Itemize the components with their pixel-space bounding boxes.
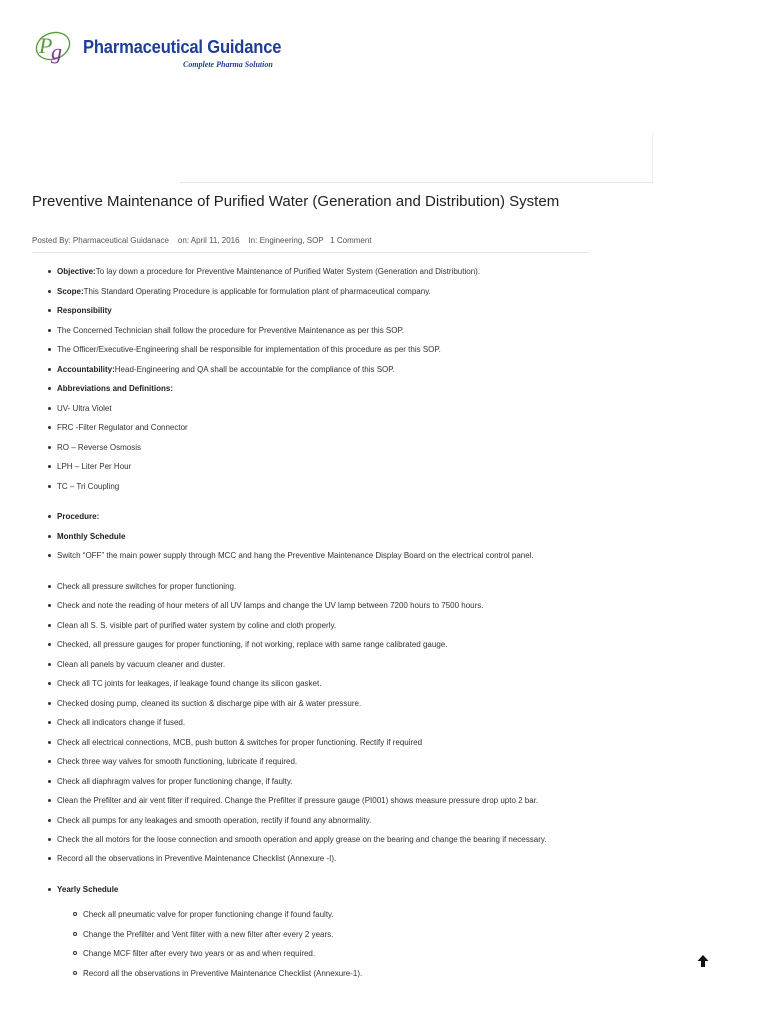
sub-list-item: Check all pneumatic valve for proper functioning change if found faulty. [33,905,590,925]
list-item: Check all indicators change if fused. [33,713,590,733]
sub-list-item: Change the Prefilter and Vent filter with a new filter after every 2 years. [33,925,590,945]
post-title: Preventive Maintenance of Purified Water (Generation and Distribution) System [32,193,560,210]
list-item: Check three way valves for smooth functioning, lubricate if required. [33,752,590,772]
list-item: Check and note the reading of hour meters of all UV lamps and change the UV lamp between 7200 hours to 7500 hours. [33,596,590,616]
monthly-label: Monthly Schedule [57,531,126,541]
list-item: TC – Tri Coupling [33,477,590,497]
meta-divider [32,252,590,253]
list-item [33,360,590,380]
scope-text: This Standard Operating Procedure is applicable for formulation plant of pharmaceutical company. [83,286,431,296]
list-item: FRC -Filter Regulator and Connector [33,418,590,438]
list-item: Check all pressure switches for proper functioning. [33,577,590,597]
logo-monogram-g: g [51,39,62,64]
list-item: The Officer/Executive-Engineering shall be responsible for implementation of this procedure as per this SOP. [33,340,590,360]
list-item [33,262,590,282]
list-item [33,301,590,321]
pg-monogram-icon [33,26,79,72]
post-date: April 11, 2016 [190,236,240,245]
accountability-label: Accountability: [57,364,115,374]
post-content [33,262,590,983]
author-label: Posted By: [32,236,71,245]
list-item: Check all diaphragm valves for proper functioning change, if faulty. [33,772,590,792]
list-item: Checked dosing pump, cleaned its suction & discharge pipe with air & water pressure. [33,694,590,714]
list-item: Check the all motors for the loose connection and smooth operation and apply grease on the bearing and change the bearing if necessary. [33,830,590,849]
objective-label: Objective: [57,267,96,276]
list-item: Clean all panels by vacuum cleaner and duster. [33,655,590,675]
objective-text: To lay down a procedure for Preventive Maintenance of Purified Water System (Generation and Distribution). [95,267,481,276]
list-item [33,379,590,399]
list-item: The Concerned Technician shall follow the procedure for Preventive Maintenance as per this SOP. [33,321,590,341]
list-item: Check all TC joints for leakages, if leakage found change its silicon gasket. [33,674,590,694]
list-item: RO – Reverse Osmosis [33,438,590,458]
comments-link[interactable]: 1 Comment [330,236,372,245]
yearly-list [57,905,590,983]
list-item: Record all the observations in Preventive Maintenance Checklist (Annexure -I). [33,849,590,869]
ad-placeholder [180,132,653,183]
sub-list-item: Record all the observations in Preventive Maintenance Checklist (Annexure-1). [33,964,590,984]
logo-monogram-p: P [39,33,53,58]
sub-list-item: Change MCF filter after every two years or as and when required. [33,944,590,964]
list-item: Switch “OFF” the main power supply through MCC and hang the Preventive Maintenance Display Board on the electrical control panel. [33,546,590,566]
logo-name: Pharmaceutical Guidance [83,37,282,57]
list-item [33,527,590,547]
list-item: LPH – Liter Per Hour [33,457,590,477]
list-item [33,880,590,984]
procedure-label: Procedure: [57,512,100,521]
author-link[interactable]: Pharmaceutical Guidanace [72,236,169,245]
yearly-label: Yearly Schedule [57,884,119,894]
category-label: In: [248,236,258,245]
list-item [33,507,590,527]
accountability-text: Head-Engineering and QA shall be accountable for the compliance of this SOP. [114,364,395,374]
logo-tagline: Complete Pharma Solution [183,60,273,69]
list-item: UV- Ultra Violet [33,399,590,419]
list-item: Check all pumps for any leakages and smooth operation, rectify if found any abnormality. [33,811,590,831]
date-label: on: [177,236,189,245]
arrow-up-icon[interactable] [696,954,710,968]
list-item: Clean the Prefilter and air vent filter if required. Change the Prefilter if pressure gauge (PI001) shows measure pressure drop upto 2 bar. [33,791,590,811]
post-meta [32,236,592,245]
scope-label: Scope: [57,286,84,296]
responsibility-label: Responsibility [57,306,112,315]
list-item: Clean all S. S. visible part of purified water system by coline and cloth properly. [33,616,590,636]
list-item: Checked, all pressure gauges for proper functioning, if not working, replace with same range calibrated gauge. [33,635,590,655]
abbreviations-label: Abbreviations and Definitions: [57,384,174,393]
site-logo[interactable] [33,26,293,72]
list-item: Check all electrical connections, MCB, push button & switches for proper functioning. Rectify if required [33,733,590,753]
list-item [33,282,590,302]
category-links[interactable]: Engineering, SOP [259,236,324,245]
